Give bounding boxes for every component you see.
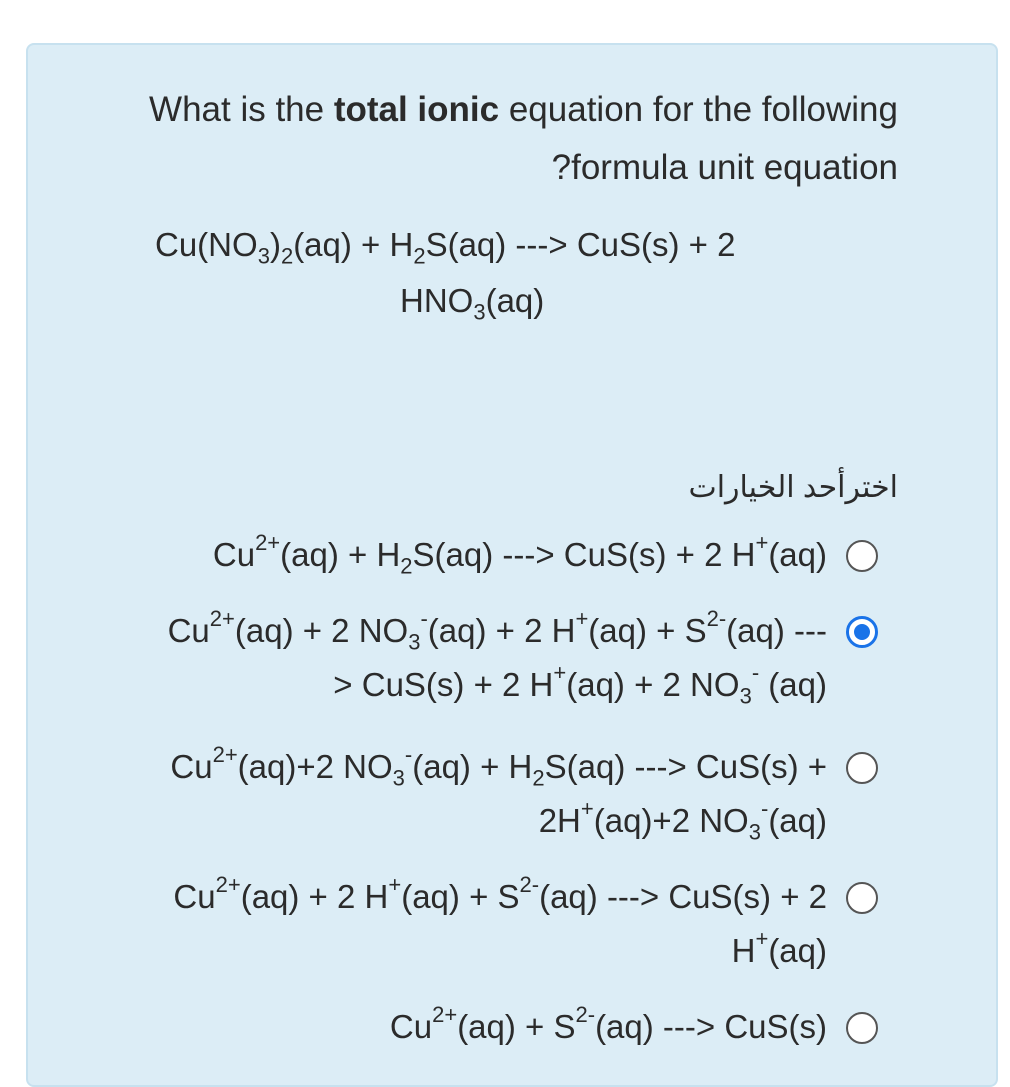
- option-4-text-line-2[interactable]: H+(aq): [731, 926, 827, 969]
- option-4-radio[interactable]: [846, 882, 878, 914]
- option-3-text-line-1[interactable]: $Cu^{2+}(aq)+2$ $NO_3^-(aq) + H_2S(aq)$ ---> CuS(s) +: [170, 742, 827, 791]
- option-5-radio[interactable]: [846, 1012, 878, 1044]
- option-2-radio[interactable]: [846, 616, 878, 648]
- option-2-text-line-2[interactable]: > CuS(s) + 2 H+(aq) + 2 $NO_3^-$ (aq): [333, 660, 827, 709]
- option-3-text-line-2[interactable]: 2H+(aq)+2 $NO_3^-(aq)$: [538, 796, 827, 845]
- option-1-text[interactable]: $Cu^{2+}(aq) + H_2S(aq)$ ---> CuS(s) + 2 H+(aq): [212, 530, 827, 579]
- option-4-text-line-1[interactable]: $Cu^{2+}(aq) + 2$ $H^+(aq) + S^{2-}(aq)$ ---> CuS(s) + 2: [173, 872, 827, 915]
- choose-option-prompt: اخترأحد الخيارات: [688, 471, 898, 504]
- option-1-radio[interactable]: [846, 540, 878, 572]
- question-text-line-1: What is the total ionic equation for the following: [149, 90, 898, 129]
- formula-equation-line-2: $HNO_3(aq)$: [400, 282, 545, 325]
- option-2-text-line-1[interactable]: $Cu^{2+}(aq) + 2$ $NO_3^-(aq) + 2$ $H^+(aq) + S^{2-}(aq)$ ---: [167, 606, 827, 655]
- option-3-radio[interactable]: [846, 752, 878, 784]
- formula-equation-line-1: $Cu(NO_3)_2(aq) + H_2S(aq)$ ---> CuS(s) + 2: [155, 226, 736, 269]
- question-text-line-2: ?formula unit equation: [551, 148, 898, 187]
- option-5-text[interactable]: $Cu^{2+}(aq) + S^{2-}(aq)$ ---> CuS(s): [389, 1002, 827, 1045]
